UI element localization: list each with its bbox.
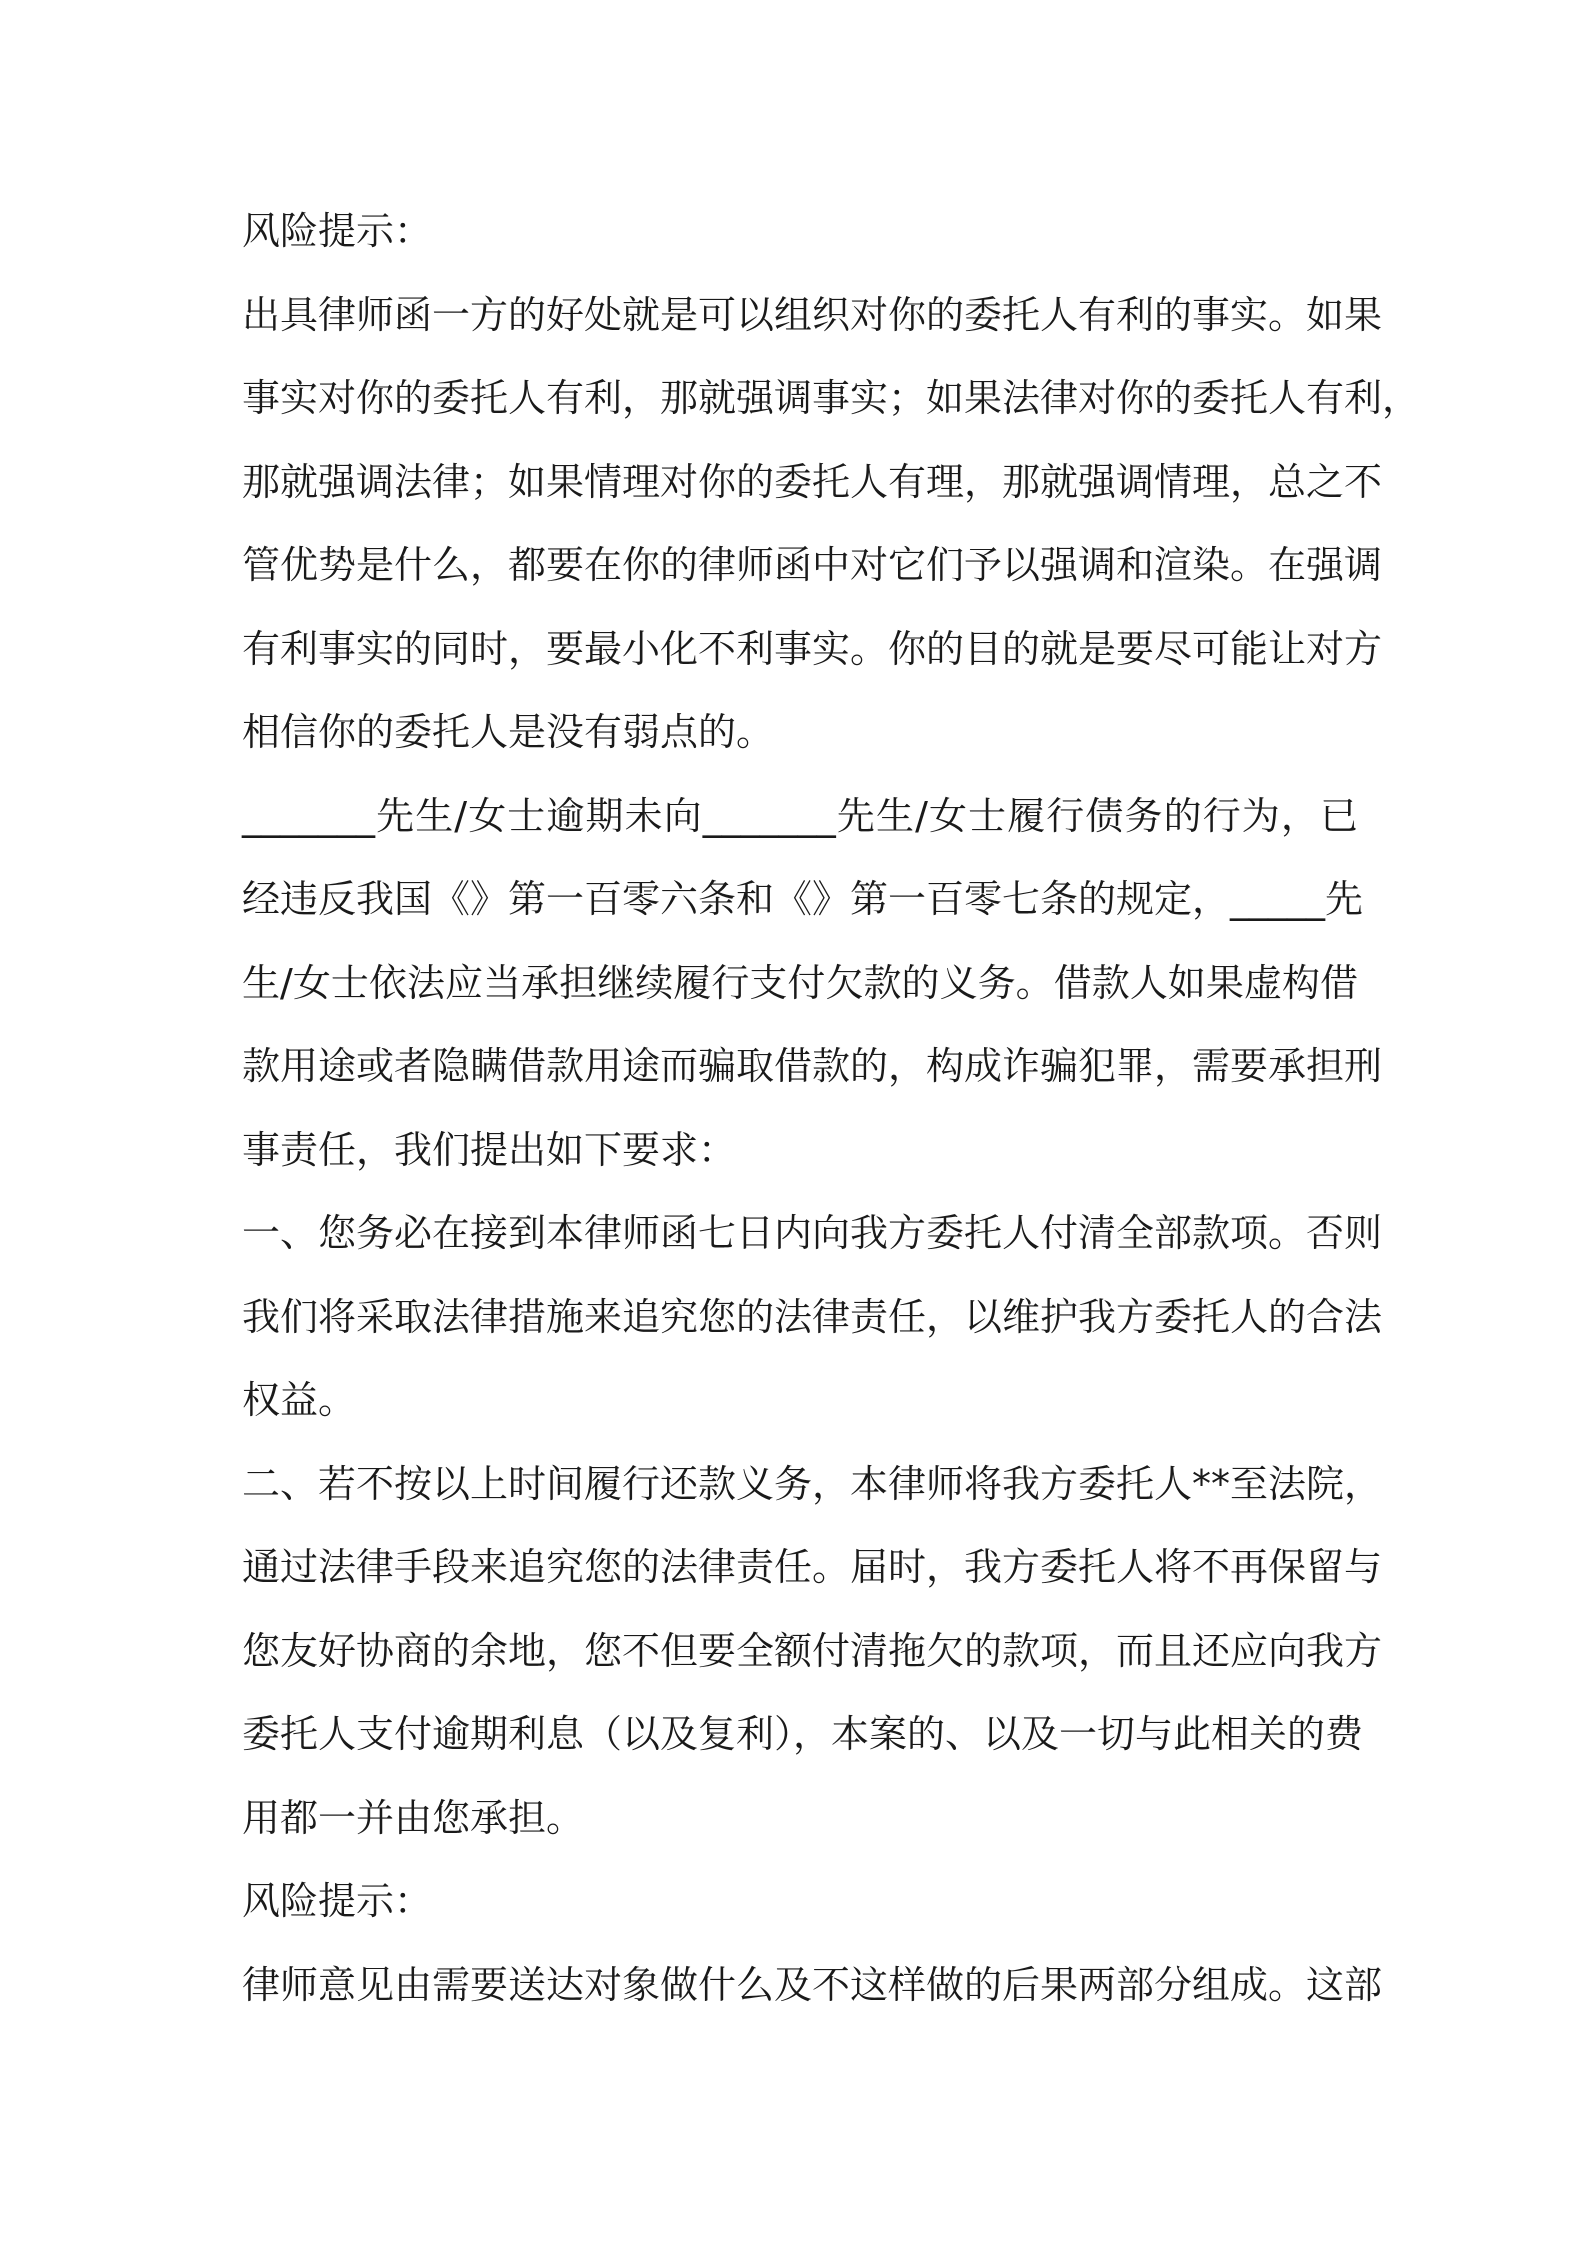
text-line: 事实对你的委托人有利，那就强调事实；如果法律对你的委托人有利， [242,376,1421,420]
document-body [242,190,1421,2027]
text-line: 二、若不按以上时间履行还款义务，本律师将我方委托人**至法院， [242,1461,1383,1506]
text-line: 风险提示： [242,209,433,253]
text-line: 我们将采取法律措施来追究您的法律责任，以维护我方委托人的合法 [242,1294,1383,1339]
text-line: 一、您务必在接到本律师函七日内向我方委托人付清全部款项。否则 [242,1211,1383,1255]
text-line: 那就强调法律；如果情理对你的委托人有理，那就强调情理，总之不 [242,459,1383,504]
text-line: 风险提示： [242,1879,433,1923]
text-line: 生/女士依法应当承担继续履行支付欠款的义务。借款人如果虚构借 [242,960,1358,1005]
text-line: 用都一并由您承担。 [242,1795,585,1840]
text-line: 款用途或者隐瞒借款用途而骗取借款的，构成诈骗犯罪，需要承担刑 [242,1044,1383,1088]
text-line: 事责任，我们提出如下要求： [242,1127,737,1172]
text-line: 律师意见由需要送达对象做什么及不这样做的后果两部分组成。这部 [242,1962,1383,2007]
text-line: _______先生/女士逾期未向_______先生/女士履行债务的行为，已 [242,793,1358,838]
text-line: 相信你的委托人是没有弱点的。 [242,710,775,754]
text-line: 您友好协商的余地，您不但要全额付清拖欠的款项，而且还应向我方 [242,1628,1383,1673]
text-line: 经违反我国《》第一百零六条和《》第一百零七条的规定，_____先 [242,877,1364,921]
text-line: 出具律师函一方的好处就是可以组织对你的委托人有利的事实。如果 [242,292,1383,337]
text-line: 权益。 [242,1378,357,1422]
text-line: 有利事实的同时，要最小化不利事实。你的目的就是要尽可能让对方 [242,626,1383,671]
text-line: 通过法律手段来追究您的法律责任。届时，我方委托人将不再保留与 [242,1545,1383,1589]
text-line: 委托人支付逾期利息（以及复利），本案的、以及一切与此相关的费 [242,1712,1364,1756]
text-line: 管优势是什么，都要在你的律师函中对它们予以强调和渲染。在强调 [242,543,1383,587]
